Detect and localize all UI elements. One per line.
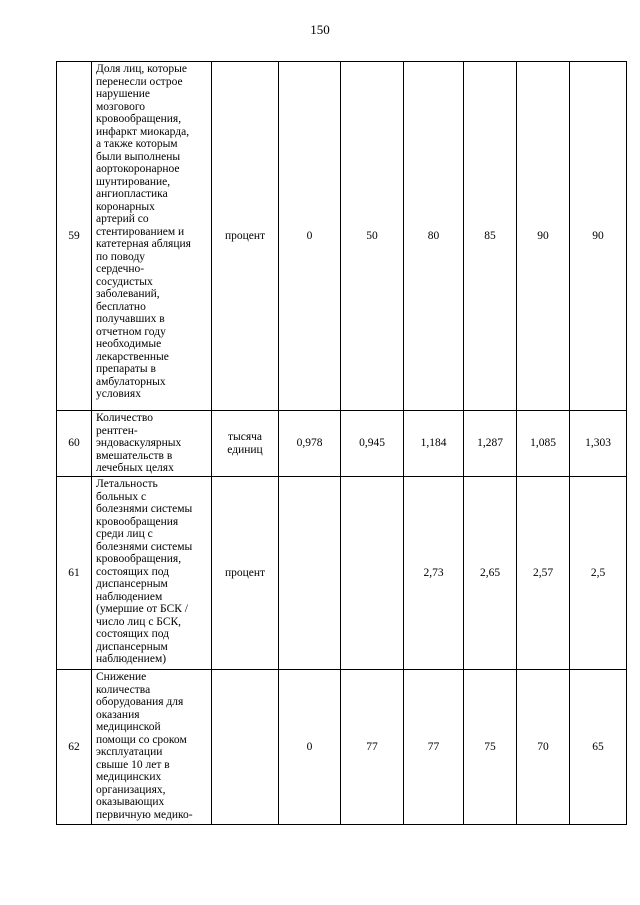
value-cell: 0,978 [279,411,341,477]
value-cell: 2,73 [404,477,464,670]
indicator-description-text: Доля лиц, которые перенесли острое нарушение мозгового кровообращения, инфаркт миокарда, а также которым были выполнены аортокоронарное шунтирование, ангиопластика коронарных артерий со стентированием и катетерная абляция по поводу сердечно- сосудистых заболеваний, бесплатно получавших в отчетном году необходимые лекарственные препараты в амбулаторных условиях [96,63,191,400]
indicators-table [56,61,627,825]
value-cell: 85 [464,62,517,411]
indicator-description [92,411,212,477]
row-number: 62 [57,670,92,825]
indicator-description-text: Снижение количества оборудования для оказания медицинской помощи со сроком эксплуатации свыше 10 лет в медицинских организациях, оказывающих первичную медико- [96,671,193,821]
row-number: 61 [57,477,92,670]
value-cell: 65 [570,670,627,825]
row-number: 60 [57,411,92,477]
value-cell: 1,184 [404,411,464,477]
indicator-description [92,477,212,670]
indicator-description [92,670,212,825]
value-cell: 75 [464,670,517,825]
table-row [57,477,627,670]
unit-cell: процент [212,477,279,670]
value-cell [341,477,404,670]
unit-cell [212,670,279,825]
value-cell: 1,287 [464,411,517,477]
table-row [57,62,627,411]
value-cell: 80 [404,62,464,411]
indicator-description-text: Летальность больных с болезнями системы кровообращения среди лиц с болезнями системы кровообращения, состоящих под диспансерным наблюдением (умершие от БСК / число лиц с БСК, состоящих под диспансерным наблюдением) [96,478,193,665]
indicator-description-text: Количество рентген- эндоваскулярных вмешательств в лечебных целях [96,412,182,474]
value-cell: 2,65 [464,477,517,670]
value-cell: 77 [341,670,404,825]
value-cell: 0,945 [341,411,404,477]
unit-cell: процент [212,62,279,411]
table-row [57,411,627,477]
value-cell: 0 [279,62,341,411]
table-row [57,670,627,825]
value-cell: 0 [279,670,341,825]
indicator-description [92,62,212,411]
value-cell: 70 [517,670,570,825]
value-cell: 77 [404,670,464,825]
value-cell: 2,57 [517,477,570,670]
value-cell: 90 [517,62,570,411]
row-number: 59 [57,62,92,411]
value-cell: 1,303 [570,411,627,477]
value-cell: 1,085 [517,411,570,477]
value-cell: 90 [570,62,627,411]
page-number: 150 [310,22,330,37]
unit-cell: тысяча единиц [212,411,279,477]
value-cell: 50 [341,62,404,411]
value-cell [279,477,341,670]
value-cell: 2,5 [570,477,627,670]
